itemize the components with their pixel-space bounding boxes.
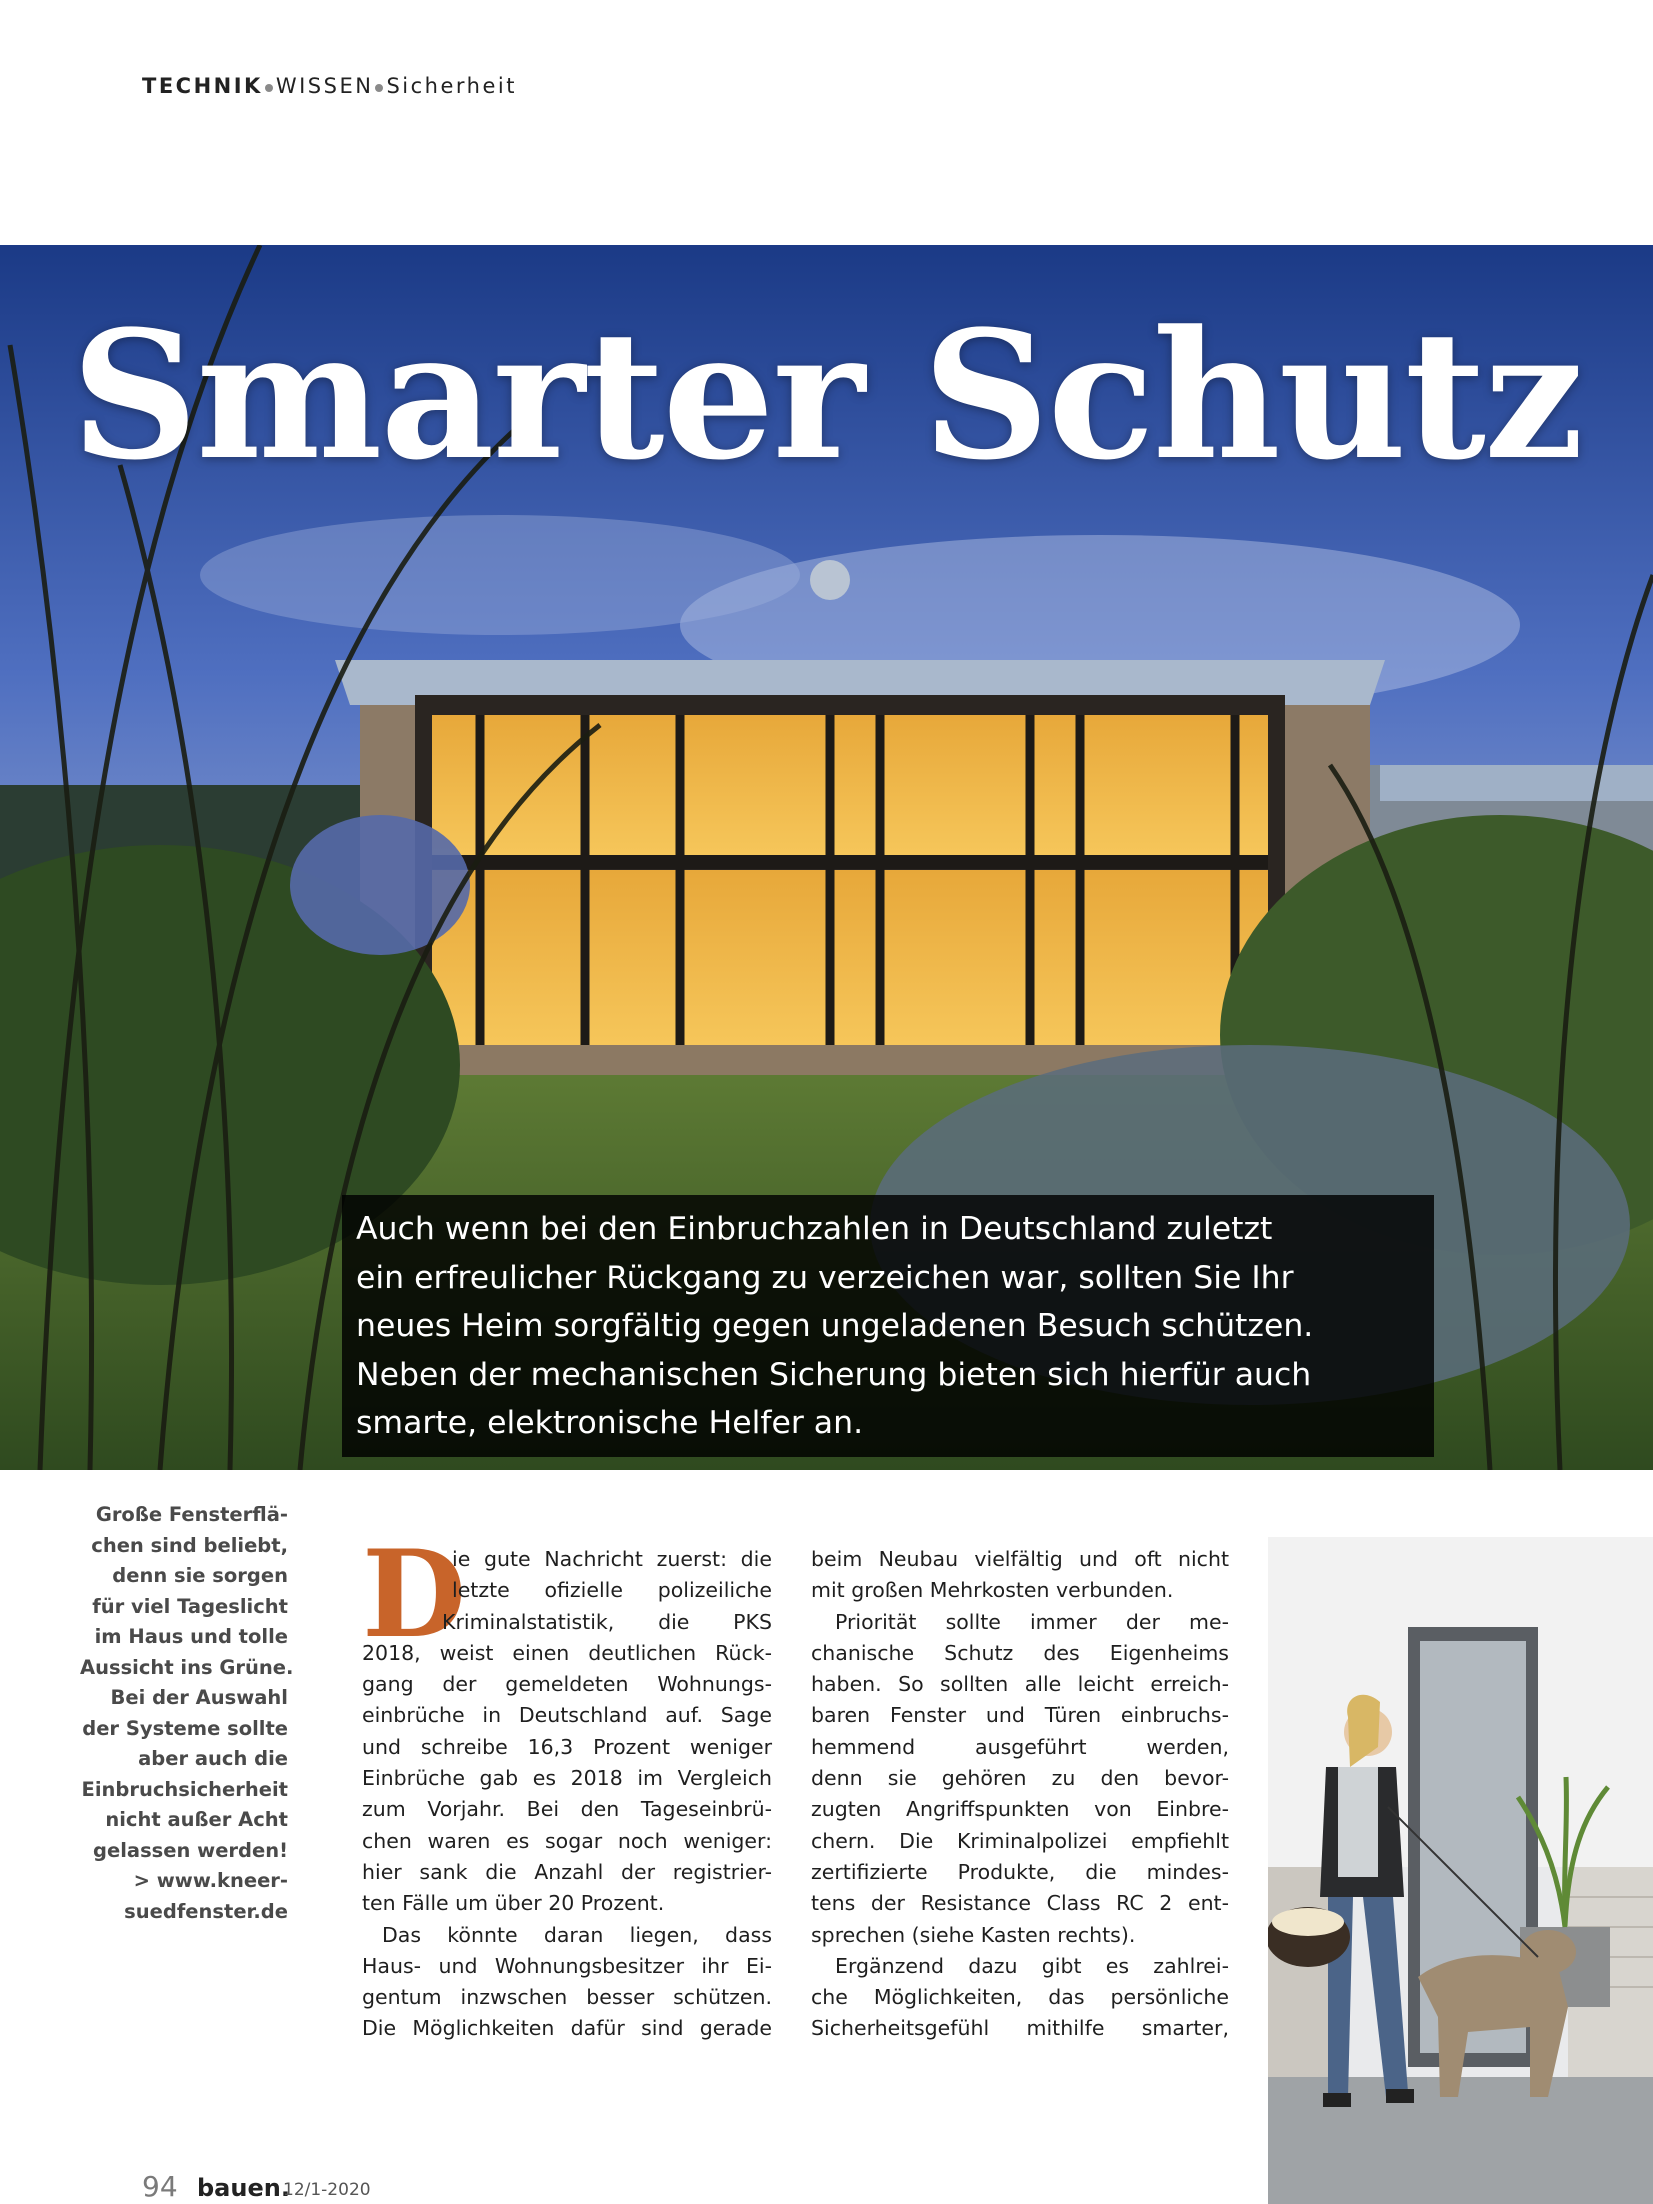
- body-line: gentum inzwschen besser schützen.: [362, 1985, 772, 2010]
- issue-number: 12/1-2020: [283, 2180, 371, 2200]
- body-line: zugten Angriffspunkten von Einbre-: [811, 1797, 1229, 1822]
- lead-line: Auch wenn bei den Einbruchzahlen in Deutschland zuletzt: [356, 1211, 1273, 1247]
- breadcrumb-wissen: WISSEN: [275, 74, 374, 98]
- body-line: Sicherheitsgefühl mithilfe smarter,: [811, 2016, 1229, 2041]
- caption-line: Große Fensterflä-: [95, 1503, 288, 1526]
- page-number: 94: [142, 2170, 178, 2203]
- caption-link[interactable]: suedfenster.de: [124, 1899, 288, 1923]
- lead-line: neues Heim sorgfältig gegen ungeladenen Besuch schützen.: [356, 1308, 1314, 1344]
- lead-line: Neben der mechanischen Sicherung bieten sich hierfür auch: [356, 1356, 1312, 1393]
- body-line: und schreibe 16,3 Prozent weniger: [362, 1734, 772, 1759]
- dot-separator-icon: [375, 84, 383, 92]
- caption-line: denn sie sorgen: [112, 1564, 288, 1587]
- dot-separator-icon: [265, 84, 273, 92]
- breadcrumb: [142, 74, 517, 98]
- breadcrumb-technik: TECHNIK: [142, 74, 263, 98]
- caption-link[interactable]: > www.kneer-: [133, 1869, 288, 1892]
- drop-cap: D: [362, 1524, 467, 1665]
- caption-line: chen sind beliebt,: [91, 1533, 288, 1557]
- body-line: zum Vorjahr. Bei den Tageseinbrü-: [362, 1797, 772, 1822]
- body-line: chanische Schutz des Eigenheims: [811, 1640, 1229, 1665]
- caption-line: aber auch die: [138, 1747, 288, 1770]
- body-line: haben. So sollten alle leicht erreich-: [811, 1672, 1229, 1697]
- caption-line: im Haus und tolle: [94, 1625, 288, 1648]
- body-line: che Möglichkeiten, das persönliche: [811, 1985, 1229, 2010]
- article-column-2: [811, 1544, 1229, 2045]
- body-line: zertifizierte Produkte, die mindes-: [811, 1859, 1229, 1884]
- body-line: gang der gemeldeten Wohnungs-: [362, 1672, 772, 1697]
- body-line: chern. Die Kriminalpolizei empfiehlt: [811, 1828, 1229, 1853]
- body-line: baren Fenster und Türen einbruchs-: [811, 1703, 1229, 1728]
- body-line: hemmend ausgeführt werden,: [811, 1734, 1229, 1759]
- caption-line: gelassen werden!: [93, 1838, 288, 1862]
- body-line: hier sank die Anzahl der registrier-: [362, 1859, 772, 1884]
- side-photo: [1268, 1537, 1653, 2204]
- body-line: denn sie gehören zu den bevor-: [811, 1766, 1229, 1791]
- article-column-1: [362, 1544, 772, 2045]
- body-line: letzte ofizielle polizeiliche: [452, 1578, 772, 1603]
- caption-line: für viel Tageslicht: [92, 1594, 288, 1618]
- body-line: Die Möglichkeiten dafür sind gerade: [362, 2016, 772, 2041]
- lead-box: [342, 1195, 1434, 1457]
- body-line: mit großen Mehrkosten verbunden.: [811, 1578, 1174, 1603]
- body-line: Haus- und Wohnungsbesitzer ihr Ei-: [362, 1953, 772, 1978]
- body-line: Priorität sollte immer der me-: [835, 1609, 1229, 1634]
- photo-caption: [80, 1500, 294, 1927]
- lead-line: smarte, elektronische Helfer an.: [356, 1405, 864, 1441]
- magazine-name: bauen.: [197, 2174, 290, 2202]
- caption-line: der Systeme sollte: [82, 1716, 288, 1740]
- body-line: beim Neubau vielfältig und oft nicht: [811, 1547, 1229, 1571]
- caption-line: Einbruchsicherheit: [81, 1777, 288, 1801]
- body-line: chen waren es sogar noch weniger:: [362, 1828, 772, 1853]
- body-line: einbrüche in Deutschland auf. Sage: [362, 1703, 772, 1728]
- caption-line: Bei der Auswahl: [110, 1686, 288, 1709]
- lead-line: ein erfreulicher Rückgang zu verzeichen war, sollten Sie Ihr: [356, 1259, 1294, 1296]
- body-line: 2018, weist einen deutlichen Rück-: [362, 1640, 772, 1665]
- breadcrumb-sicherheit: Sicherheit: [386, 74, 517, 98]
- body-line: tens der Resistance Class RC 2 ent-: [811, 1891, 1229, 1916]
- body-line: ie gute Nachricht zuerst: die: [452, 1547, 772, 1571]
- body-line: Kriminalstatistik, die PKS: [442, 1609, 772, 1634]
- caption-line: Aussicht ins Grüne.: [80, 1655, 294, 1679]
- body-line: Ergänzend dazu gibt es zahlrei-: [835, 1953, 1229, 1978]
- caption-line: nicht außer Acht: [105, 1808, 288, 1831]
- body-line: ten Fälle um über 20 Prozent.: [362, 1891, 665, 1916]
- body-line: Einbrüche gab es 2018 im Vergleich: [362, 1766, 772, 1791]
- body-line: sprechen (siehe Kasten rechts).: [811, 1922, 1136, 1947]
- body-line: Das könnte daran liegen, dass: [382, 1922, 772, 1947]
- headline: Smarter Schutz: [71, 292, 1582, 499]
